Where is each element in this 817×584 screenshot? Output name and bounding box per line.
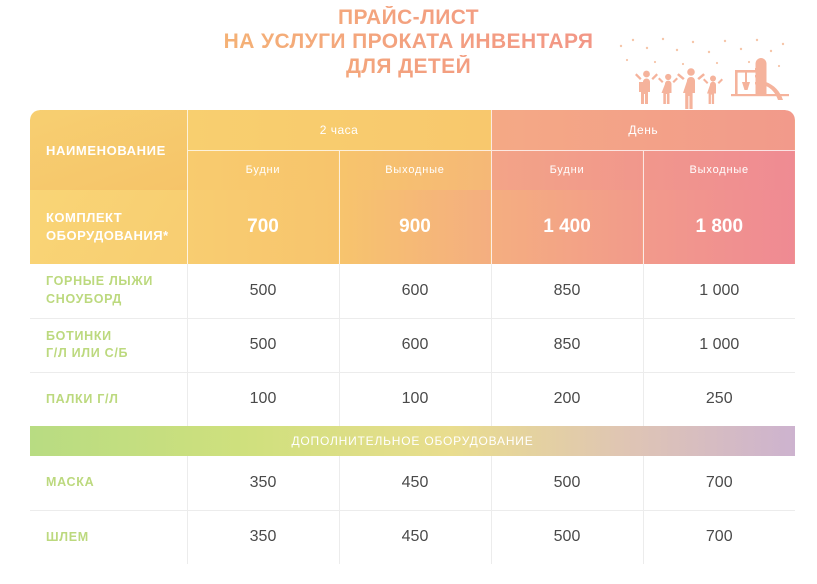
row-label-line-1: КОМПЛЕКТ xyxy=(46,210,123,226)
page-title-line-3: ДЛЯ ДЕТЕЙ xyxy=(0,55,817,79)
cell-poles-weekday-day: 200 xyxy=(491,372,643,426)
row-label-line-2: СНОУБОРД xyxy=(46,291,123,306)
cell-helmet-weekday-day: 500 xyxy=(491,510,643,564)
row-label-mask xyxy=(30,456,187,510)
column-subheader-weekend-day: Выходные xyxy=(643,150,795,190)
cell-mask-weekend-2h: 450 xyxy=(339,456,491,510)
cell-mask-weekday-day: 500 xyxy=(491,456,643,510)
table-section-banner-row xyxy=(30,426,795,456)
row-label-boots xyxy=(30,318,187,372)
cell-skis-weekday-2h: 500 xyxy=(187,264,339,318)
column-subheader-weekend-2h: Выходные xyxy=(339,150,491,190)
cell-mask-weekend-day: 700 xyxy=(643,456,795,510)
column-subheader-weekday-day: Будни xyxy=(491,150,643,190)
cell-mask-weekday-2h: 350 xyxy=(187,456,339,510)
table-row xyxy=(30,510,795,564)
row-label-skis-snowboard xyxy=(30,264,187,318)
page-title-line-1: ПРАЙС-ЛИСТ xyxy=(0,6,817,30)
column-group-header-2hours: 2 часа xyxy=(187,110,491,150)
column-group-header-day: День xyxy=(491,110,795,150)
cell-poles-weekday-2h: 100 xyxy=(187,372,339,426)
cell-boots-weekday-day: 850 xyxy=(491,318,643,372)
cell-boots-weekend-day: 1 000 xyxy=(643,318,795,372)
row-label-helmet xyxy=(30,510,187,564)
row-label-line-1: ГОРНЫЕ ЛЫЖИ xyxy=(46,274,154,289)
row-label-equipment-set xyxy=(30,190,187,264)
row-label-line-1: ШЛЕМ xyxy=(46,529,89,544)
cell-boots-weekend-2h: 600 xyxy=(339,318,491,372)
cell-skis-weekday-day: 850 xyxy=(491,264,643,318)
table-header-row-groups xyxy=(30,110,795,150)
row-label-poles xyxy=(30,372,187,426)
row-label-line-1: МАСКА xyxy=(46,475,95,489)
row-label-line-2: Г/Л ИЛИ С/Б xyxy=(46,346,129,360)
cell-helmet-weekday-2h: 350 xyxy=(187,510,339,564)
table-row-equipment-set xyxy=(30,190,795,264)
table-row xyxy=(30,318,795,372)
page-title xyxy=(0,6,817,79)
column-header-name: НАИМЕНОВАНИЕ xyxy=(30,110,187,190)
cell-boots-weekday-2h: 500 xyxy=(187,318,339,372)
column-subheader-weekday-2h: Будни xyxy=(187,150,339,190)
row-label-line-2: ОБОРУДОВАНИЯ* xyxy=(46,228,169,243)
row-label-line-1: БОТИНКИ xyxy=(46,328,112,343)
cell-poles-weekend-2h: 100 xyxy=(339,372,491,426)
cell-equipment-set-weekday-2h: 700 xyxy=(187,190,339,264)
cell-equipment-set-weekend-day: 1 800 xyxy=(643,190,795,264)
price-table xyxy=(30,110,795,576)
table-row xyxy=(30,372,795,426)
cell-equipment-set-weekday-day: 1 400 xyxy=(491,190,643,264)
row-label-line-1: ПАЛКИ Г/Л xyxy=(46,391,119,406)
table-row xyxy=(30,456,795,510)
cell-poles-weekend-day: 250 xyxy=(643,372,795,426)
cell-helmet-weekend-2h: 450 xyxy=(339,510,491,564)
section-banner-additional-equipment: ДОПОЛНИТЕЛЬНОЕ ОБОРУДОВАНИЕ xyxy=(30,426,795,456)
cell-helmet-weekend-day: 700 xyxy=(643,510,795,564)
page-title-line-2: НА УСЛУГИ ПРОКАТА ИНВЕНТАРЯ xyxy=(0,30,817,54)
cell-skis-weekend-day: 1 000 xyxy=(643,264,795,318)
table-row xyxy=(30,264,795,318)
cell-skis-weekend-2h: 600 xyxy=(339,264,491,318)
cell-equipment-set-weekend-2h: 900 xyxy=(339,190,491,264)
